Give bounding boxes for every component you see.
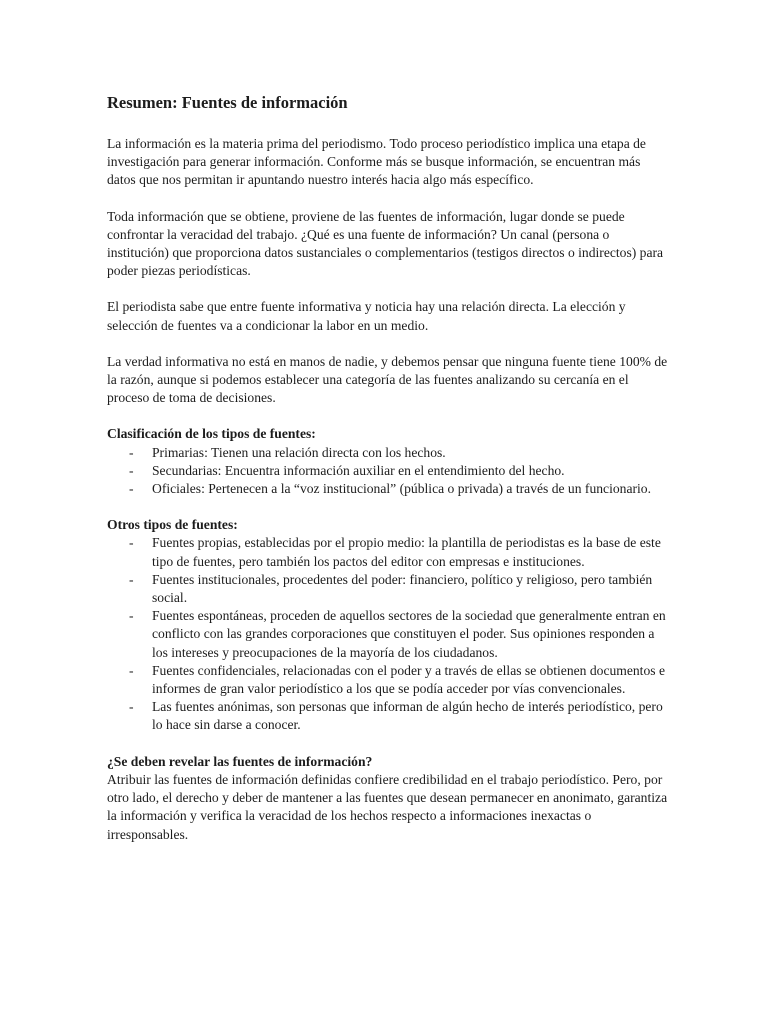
intro-paragraph-2: Toda información que se obtiene, proviene de las fuentes de información, lugar donde se puede confrontar la veracidad del trabajo. ¿Qué es una fuente de información? Un canal (persona o institución) que proporciona datos sustanciales o complementarios (testigos directos o indirectos) para poder piezas periodísticas.	[107, 208, 664, 279]
list-dash: -	[129, 699, 134, 715]
list-item	[107, 534, 668, 570]
reveal-section	[107, 753, 668, 844]
list-item	[107, 444, 668, 462]
list-dash: -	[129, 535, 134, 551]
reveal-heading: ¿Se deben revelar las fuentes de información?	[107, 753, 373, 769]
list-item	[107, 462, 668, 480]
other-types-heading: Otros tipos de fuentes:	[107, 517, 238, 533]
list-item	[107, 571, 668, 607]
intro-paragraph-1: La información es la materia prima del periodismo. Todo proceso periodístico implica una etapa de investigación para generar información. Conforme más se busque información, se encuentran más datos que nos permitan ir apuntando nuestro interés hacia algo más específico.	[107, 136, 646, 188]
list-item	[107, 480, 668, 498]
list-dash: -	[129, 571, 134, 587]
list-dash: -	[129, 481, 134, 497]
list-item-text: Fuentes propias, establecidas por el propio medio: la plantilla de periodistas es la base de este tipo de fuentes, pero también los pactos del editor con empresas e instituciones.	[152, 535, 661, 569]
intro-paragraph-3: El periodista sabe que entre fuente informativa y noticia hay una relación directa. La elección y selección de fuentes va a condicionar la labor en un medio.	[107, 299, 626, 333]
list-item	[107, 662, 668, 698]
other-types-section	[107, 516, 668, 734]
list-dash: -	[129, 662, 134, 678]
list-item-text: Fuentes espontáneas, proceden de aquellos sectores de la sociedad que generalmente entran en conflicto con las grandes corporaciones que constituyen el poder. Sus opiniones responden a los intereses y preocupaciones de la mayoría de los ciudadanos.	[152, 608, 666, 660]
classification-heading: Clasificación de los tipos de fuentes:	[107, 426, 316, 442]
document-title: Resumen: Fuentes de información	[107, 93, 348, 112]
classification-section	[107, 425, 668, 498]
list-item-text: Secundarias: Encuentra información auxiliar en el entendimiento del hecho.	[152, 462, 565, 478]
intro-paragraph-4: La verdad informativa no está en manos de nadie, y debemos pensar que ninguna fuente tiene 100% de la razón, aunque si podemos establecer una categoría de las fuentes analizando su cercanía en el proceso de toma de decisiones.	[107, 353, 668, 406]
list-item-text: Las fuentes anónimas, son personas que informan de algún hecho de interés periodístico, pero lo hace sin darse a conocer.	[152, 699, 663, 733]
list-dash: -	[129, 444, 134, 460]
list-item-text: Fuentes confidenciales, relacionadas con el poder y a través de ellas se obtienen documentos e informes de gran valor periodístico a los que se podía acceder por vías convencionales.	[152, 662, 665, 697]
list-item-text: Oficiales: Pertenecen a la “voz institucional” (pública o privada) a través de un funcionario.	[152, 481, 651, 497]
list-item	[107, 698, 668, 734]
list-item	[107, 607, 668, 662]
list-item-text: Fuentes institucionales, procedentes del poder: financiero, político y religioso, pero también social.	[152, 571, 653, 606]
list-dash: -	[129, 608, 134, 624]
other-types-list	[107, 534, 668, 734]
list-item-text: Primarias: Tienen una relación directa con los hechos.	[152, 444, 446, 460]
list-dash: -	[129, 462, 134, 478]
reveal-paragraph: Atribuir las fuentes de información definidas confiere credibilidad en el trabajo periodístico. Pero, por otro lado, el derecho y deber de mantener a las fuentes que desean permanecer en anonimato, garantiza la información y verifica la veracidad de los hechos respecto a informaciones inexactas o irresponsables.	[107, 771, 668, 842]
classification-list	[107, 444, 668, 499]
